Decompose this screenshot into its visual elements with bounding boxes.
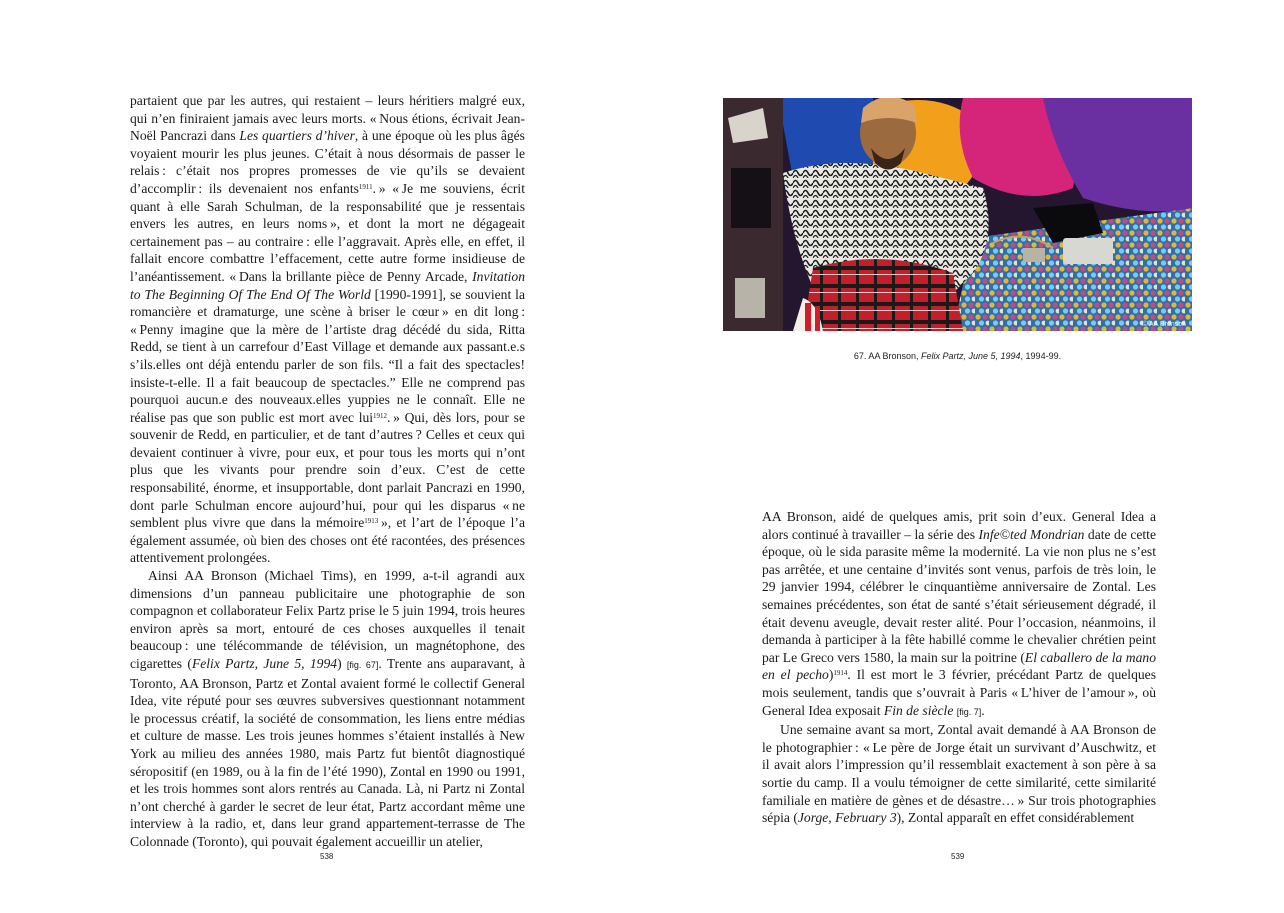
page-number: 539 xyxy=(951,852,965,861)
caption-suffix: , 1994-99. xyxy=(1020,351,1062,361)
right-page xyxy=(642,0,1284,913)
caption-prefix: 67. AA Bronson, xyxy=(853,351,919,361)
figure-caption xyxy=(723,351,1192,361)
paragraph: AA Bronson, aidé de quelques amis, prit soin d’eux. General Idea a alors continué à travailler – la série des Infe©ted Mondrian date de cette époque, où le sida parasite même la modernité. La vie non plus ne s’est pas arrêtée, et une centaine d’invités sont venus, parfois de très loin, le 29 janvier 1994, célébrer le cinquantième anniversaire de Zontal. Les semaines précédentes, son état de santé s’était sérieusement dégradé, il était devenu aveugle, devait rester alité. Pour l’occasion, néanmoins, il demanda à participer à la fête habillé comme le chevalier chrétien peint par Le Greco vers 1580, la main sur la poitrine (El caballero de la mano en el pecho)$^{1914}$. Il est mort le 3 février, précédant Partz de quelques mois seulement, tandis que s’ouvrait à Paris « L’hiver de l’amour », où General Idea exposait Fin de siècle [fig. 7]. xyxy=(762,509,1156,718)
left-page-body xyxy=(130,92,525,851)
photo-image xyxy=(723,98,1192,331)
paragraph: Ainsi AA Bronson (Michael Tims), en 1999, a-t-il agrandi aux dimensions d’un panneau publicitaire une photographie de son compagnon et collaborateur Felix Partz prise le 5 juin 1994, trois heures environ après sa mort, entouré de ces choses auxquelles il tenait beaucoup : une télécommande de télévision, un magnétophone, des cigarettes (Felix Partz, June 5, 1994) [fig. 67]. Trente ans auparavant, à Toronto, AA Bronson, Partz et Zontal avaient formé le collectif General Idea, vite réputé pour ses œuvres subversives questionnant notamment le processus créatif, la société de consommation, les liens entre médias et culture de masse. Les trois jeunes hommes s’étaient installés à New York au milieu des années 1980, mais Partz fut bientôt diagnostiqué séropositif (en 1989, ou à la fin de l’été 1990), Zontal en 1990 ou 1991, et les trois hommes sont alors rentrés au Canada. Là, ni Partz ni Zontal n’ont cherché à garder le secret de leur état, Partz accordant même une interview à la radio, et, dans leur grand appartement-terrasse de The Colonnade (Toronto), qui pouvait également accueillir un atelier, xyxy=(130,568,525,849)
caption-title: Felix Partz, June 5, 1994 xyxy=(920,351,1021,361)
paragraph: Une semaine avant sa mort, Zontal avait demandé à AA Bronson de le photographier : « Le père de Jorge était un survivant d’Auschwitz, et il avait alors l’impression qu’il ressemblait exactement à son père à sa sortie du camp. Il a voulu témoigner de cette similarité, cette similarité familiale en matière de gènes et de désastre… » Sur trois photographies sépia (Jorge, February 3), Zontal apparaît en effet considérablement xyxy=(762,722,1156,826)
right-page-body xyxy=(762,508,1156,827)
page-number: 538 xyxy=(320,852,334,861)
paragraph: partaient que par les autres, qui restaient – leurs héritiers malgré eux, qui n’en finiraient jamais avec leurs morts. « Nous étions, écrivait Jean-Noël Pancrazi dans Les quartiers d’hiver, à une époque où les plus âgés voyaient mourir les plus jeunes. C’était à nous désormais de passer le relais : c’était nos propres promesses de vie qu’ils se devaient d’accomplir : ils devenaient nos enfants$^{1911}$. » « Je me souviens, écrit quant à elle Sarah Schulman, de la responsabilité que je ressentais envers les autres, en leurs noms », et dont la mort ne dégageait certainement pas – au contraire : elle l’aggravait. Après elle, en effet, il fallait encore combattre l’effacement, cette autre forme insidieuse de l’anéantissement. « Dans la brillante pièce de Penny Arcade, Invitation to The Beginning Of The End Of The World [1990-1991], se souvient la romancière et dramaturge, une scène à briser le cœur » en dit long : « Penny imagine que la mère de l’artiste drag décédé du sida, Ritta Redd, se tient à un carrefour d’East Village et demande aux passant.e.s s’ils.elles ont déjà entendu parler de son fils. “Il a fait des spectacles! insiste-t-elle. Il a fait beaucoup de spectacles.” Elle ne comprend pas pourquoi aucun.e des nouveaux.elles yuppies ne le connaît. Elle ne réalise pas que son public est mort avec lui$^{1912}$. » Qui, dès lors, pour se souvenir de Redd, en particulier, et de tant d’autres ? Celles et ceux qui devaient continuer à vivre, pour eux, et pour tous les morts qui n’ont plus que les vivants pour prendre soin d’eux. C’est de cette responsabilité, énorme, et insupportable, dont parlait Pancrazi en 1990, dont parle Schulman encore aujourd’hui, pour qui les disparus « ne semblent plus vivre que dans la mémoire$^{1913}$ », et l’art de l’époque l’a également assumée, où bien des choses ont été racontées, des présences attentivement prolongées. xyxy=(130,93,525,566)
figure-photograph xyxy=(723,98,1192,331)
photo-credit: © AA Bronson xyxy=(1142,321,1186,328)
